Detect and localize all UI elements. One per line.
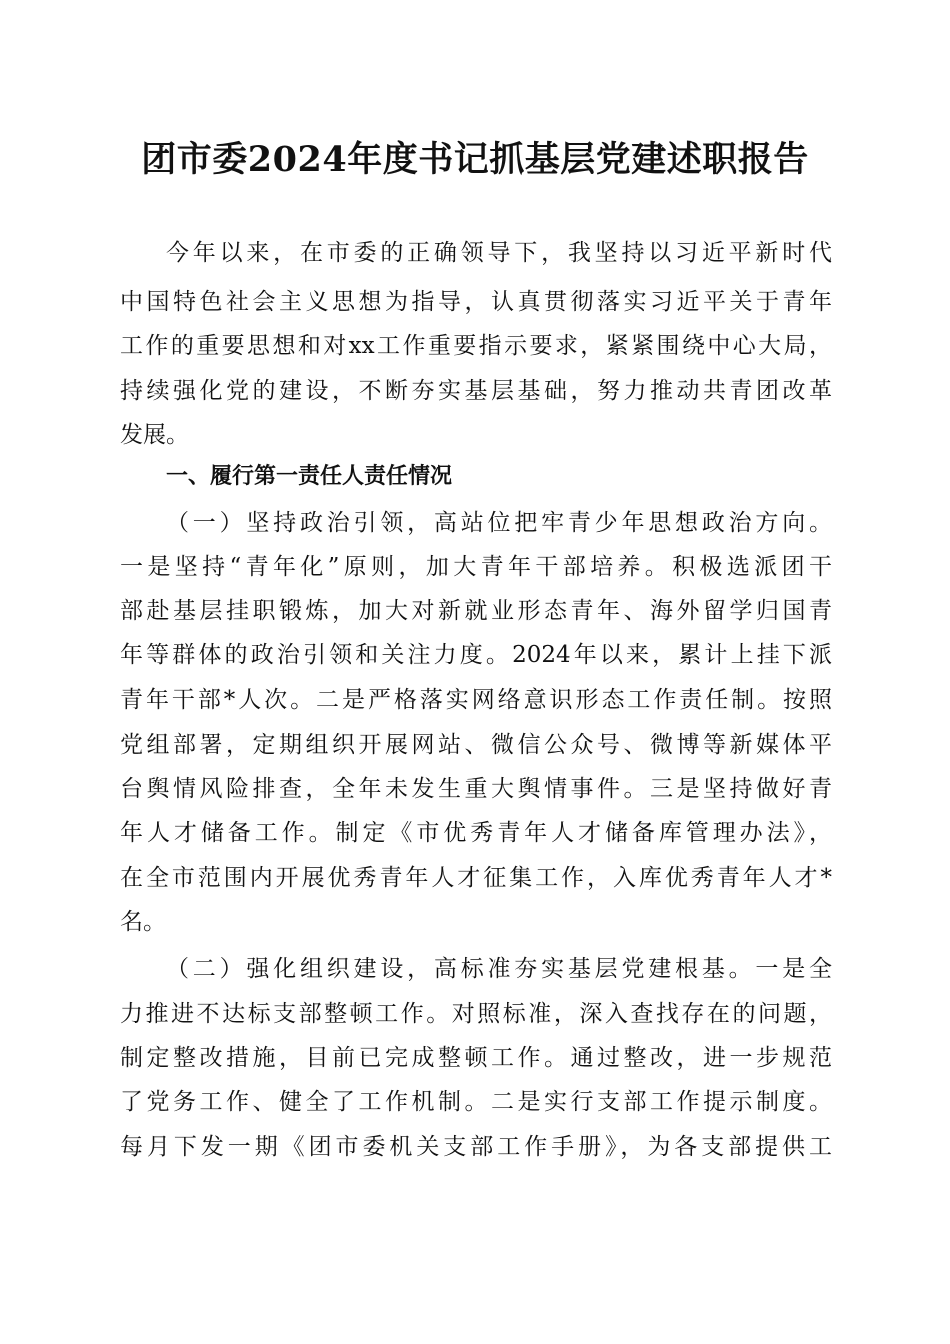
intro-line-4: 持续强化党的建设，不断夯实基层基础，努力推动共青团改革 [120, 378, 832, 404]
sub1-line-3: 部赴基层挂职锻炼，加大对新就业形态青年、海外留学归国青 [120, 598, 832, 624]
sub1-line-10: 名。 [120, 909, 166, 935]
intro-line-1: 今年以来，在市委的正确领导下，我坚持以习近平新时代 [166, 240, 832, 266]
sub1-line-1: （一）坚持政治引领，高站位把牢青少年思想政治方向。 [166, 510, 832, 536]
section-heading-1: 一、履行第一责任人责任情况 [166, 464, 453, 489]
intro-line-3: 工作的重要思想和对xx工作重要指示要求，紧紧围绕中心大局， [120, 333, 832, 359]
intro-line-5: 发展。 [120, 422, 189, 448]
sub1-line-6: 党组部署，定期组织开展网站、微信公众号、微博等新媒体平 [120, 732, 832, 758]
sub2-line-1: （二）强化组织建设，高标准夯实基层党建根基。一是全 [166, 956, 832, 982]
sub1-line-5: 青年干部*人次。二是严格落实网络意识形态工作责任制。按照 [120, 687, 832, 713]
sub1-line-4: 年等群体的政治引领和关注力度。2024年以来，累计上挂下派 [120, 642, 832, 668]
sub1-line-7: 台舆情风险排查，全年未发生重大舆情事件。三是坚持做好青 [120, 776, 832, 802]
sub1-line-8: 年人才储备工作。制定《市优秀青年人才储备库管理办法》， [120, 820, 832, 846]
sub2-line-3: 制定整改措施，目前已完成整顿工作。通过整改，进一步规范 [120, 1045, 832, 1071]
sub2-line-5: 每月下发一期《团市委机关支部工作手册》，为各支部提供工 [120, 1134, 832, 1160]
sub2-line-4: 了党务工作、健全了工作机制。二是实行支部工作提示制度。 [120, 1089, 832, 1115]
sub1-line-2: 一是坚持“青年化”原则，加大青年干部培养。积极选派团干 [120, 554, 832, 580]
page-title: 团市委2024年度书记抓基层党建述职报告 [141, 139, 809, 180]
sub2-line-2: 力推进不达标支部整顿工作。对照标准，深入查找存在的问题， [120, 1001, 832, 1027]
sub1-line-9: 在全市范围内开展优秀青年人才征集工作，入库优秀青年人才* [120, 865, 832, 891]
intro-line-2: 中国特色社会主义思想为指导，认真贯彻落实习近平关于青年 [120, 289, 832, 315]
